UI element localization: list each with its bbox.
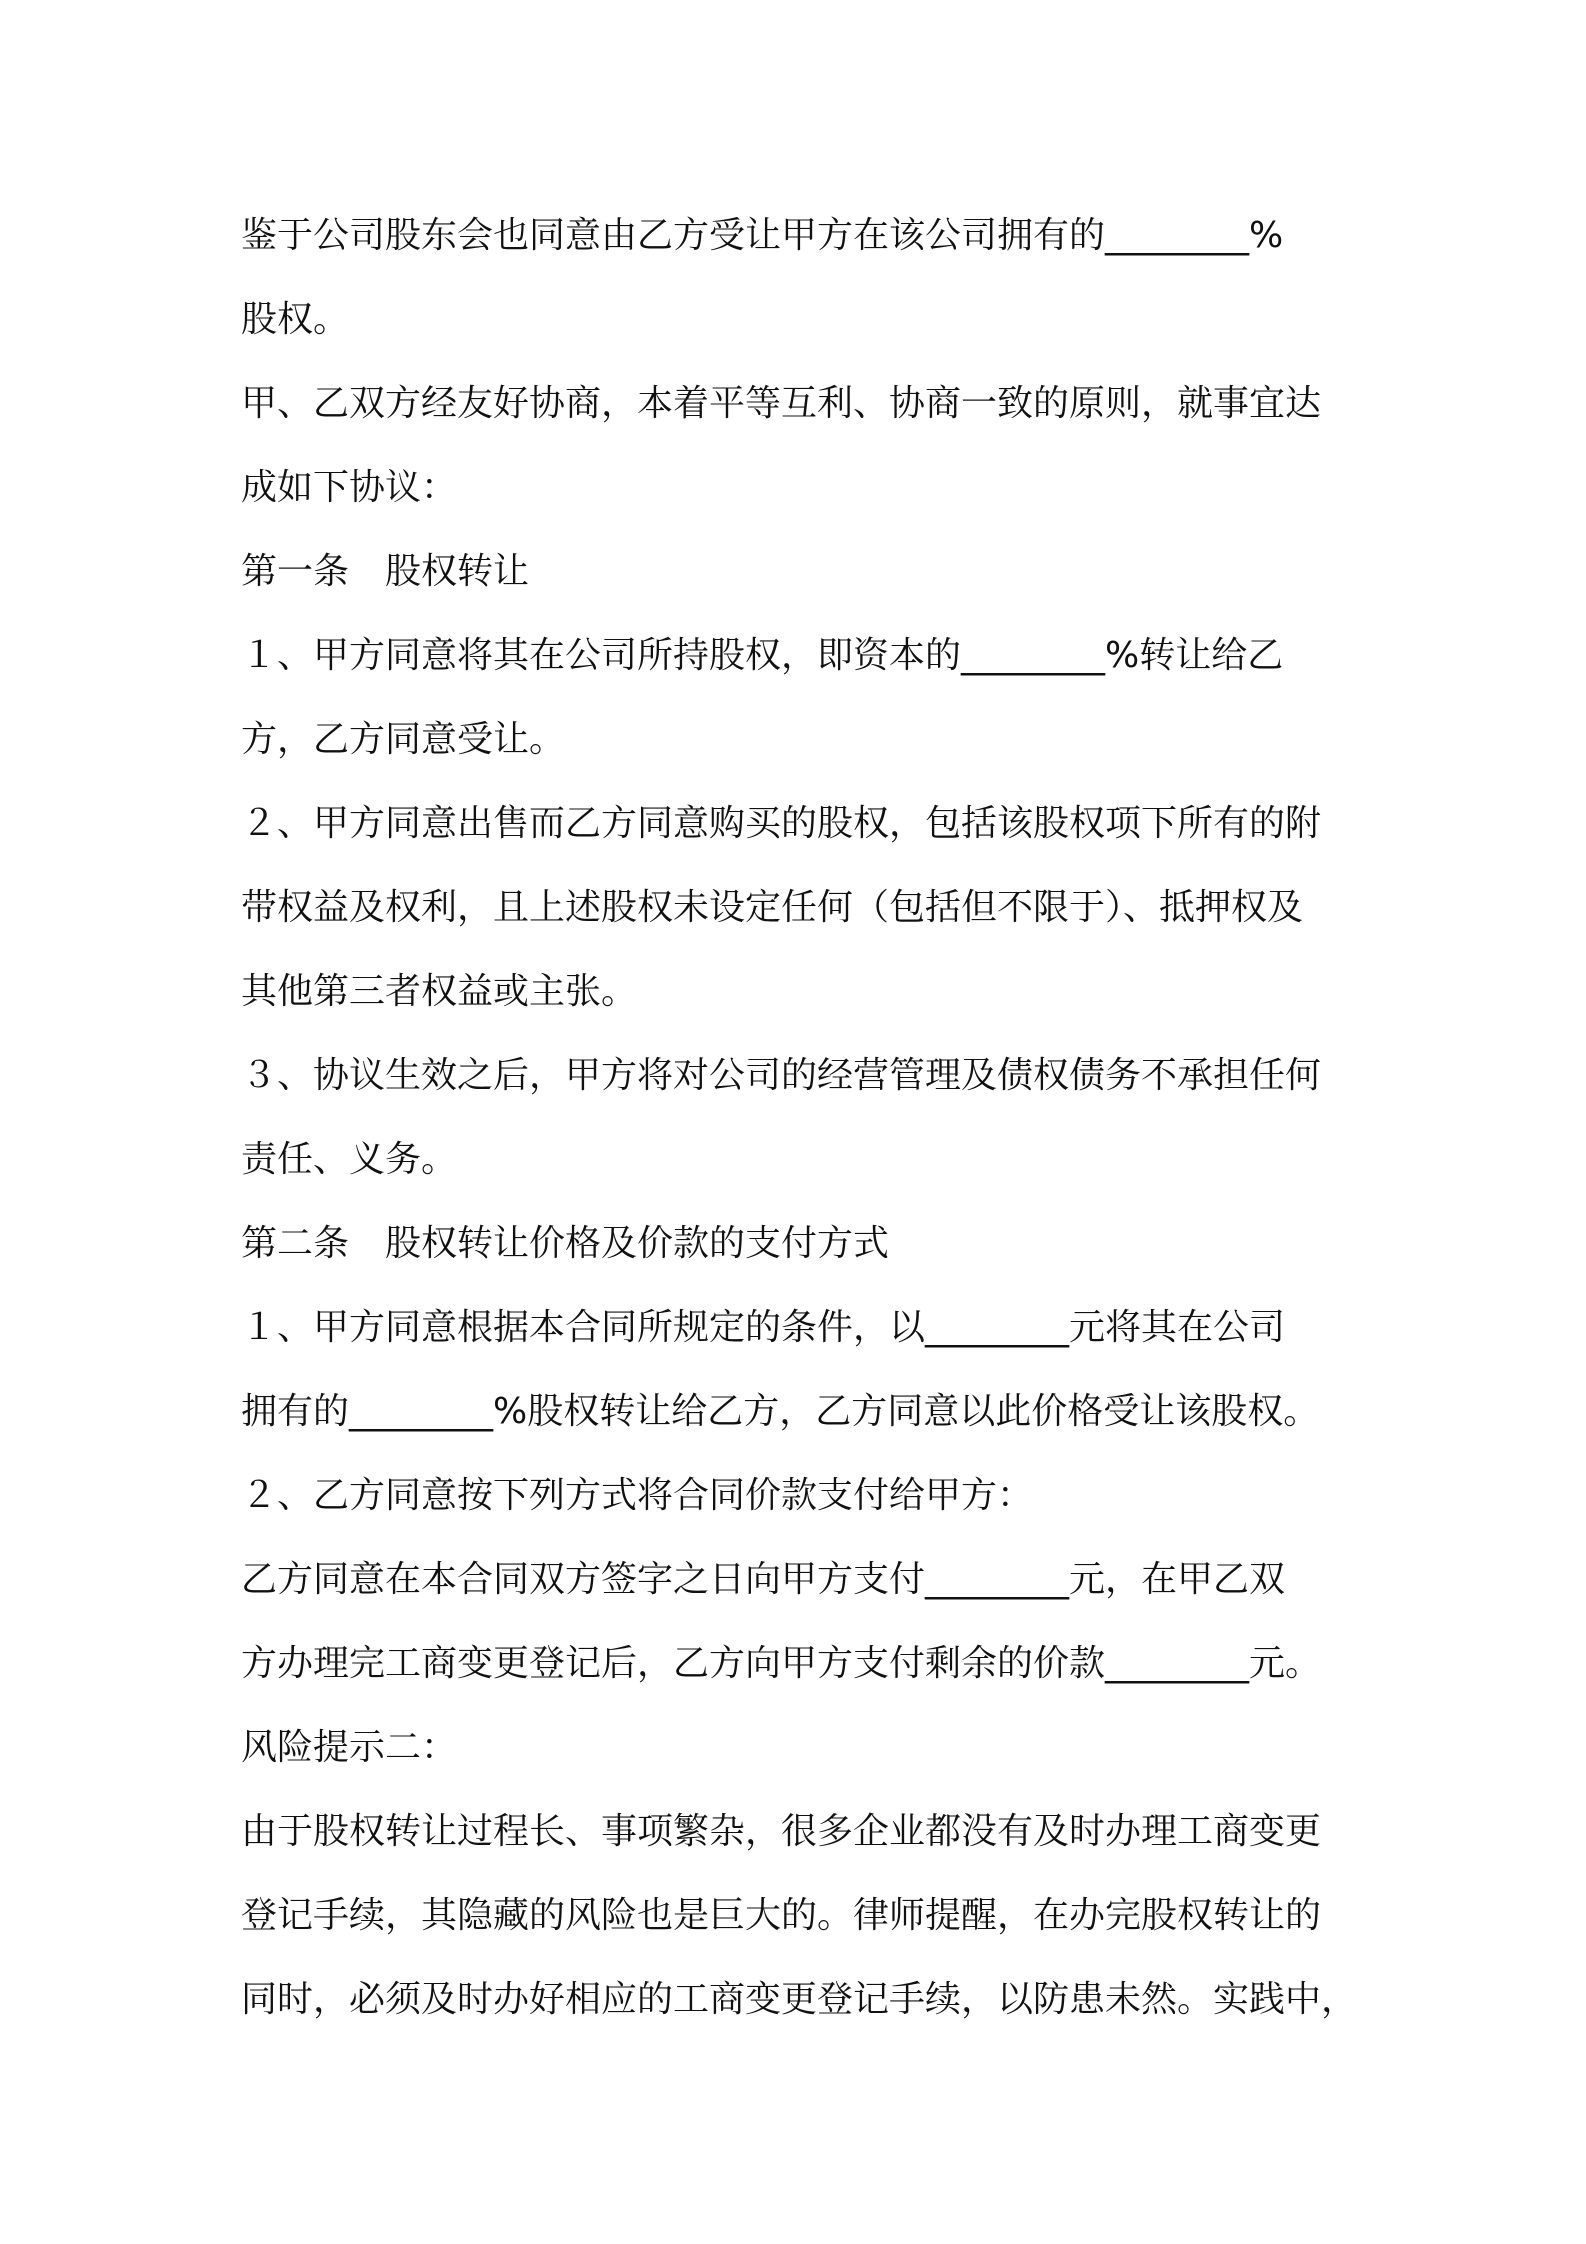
text-line: １、甲方同意根据本合同所规定的条件，以________元将其在公司 xyxy=(241,1307,1286,1348)
text-line: １、甲方同意将其在公司所持股权，即资本的________%转让给乙 xyxy=(241,635,1284,676)
text-line: ２、甲方同意出售而乙方同意购买的股权，包括该股权项下所有的附 xyxy=(241,803,1322,844)
text-line: 甲、乙双方经友好协商，本着平等互利、协商一致的原则，就事宜达 xyxy=(241,383,1322,424)
text-line: 乙方同意在本合同双方签字之日向甲方支付________元，在甲乙双 xyxy=(241,1559,1286,1600)
risk-heading: 风险提示二： xyxy=(241,1727,458,1768)
text-line: ３、协议生效之后，甲方将对公司的经营管理及债权债务不承担任何 xyxy=(241,1055,1322,1096)
document-body xyxy=(241,194,1361,2042)
text-line: 股权。 xyxy=(241,299,350,340)
text-line: 由于股权转让过程长、事项繁杂，很多企业都没有及时办理工商变更 xyxy=(241,1811,1322,1852)
article-heading: 第二条 股权转让价格及价款的支付方式 xyxy=(241,1223,890,1264)
text-line: 其他第三者权益或主张。 xyxy=(241,971,638,1012)
article-heading: 第一条 股权转让 xyxy=(241,551,530,592)
text-line: 带权益及权利，且上述股权未设定任何（包括但不限于）、抵押权及 xyxy=(241,887,1304,928)
text-line: 责任、义务。 xyxy=(241,1139,458,1180)
text-line: ２、乙方同意按下列方式将合同价款支付给甲方： xyxy=(241,1475,1034,1516)
text-line: 同时，必须及时办好相应的工商变更登记手续，以防患未然。实践中， xyxy=(241,1979,1358,2020)
text-line: 成如下协议： xyxy=(241,467,458,508)
text-line: 鉴于公司股东会也同意由乙方受让甲方在该公司拥有的________% xyxy=(241,215,1284,256)
text-line: 方办理完工商变更登记后，乙方向甲方支付剩余的价款________元。 xyxy=(241,1643,1322,1684)
text-line: 方，乙方同意受让。 xyxy=(241,719,566,760)
text-line: 登记手续，其隐藏的风险也是巨大的。律师提醒，在办完股权转让的 xyxy=(241,1895,1322,1936)
text-line: 拥有的________%股权转让给乙方，乙方同意以此价格受让该股权。 xyxy=(241,1391,1320,1432)
